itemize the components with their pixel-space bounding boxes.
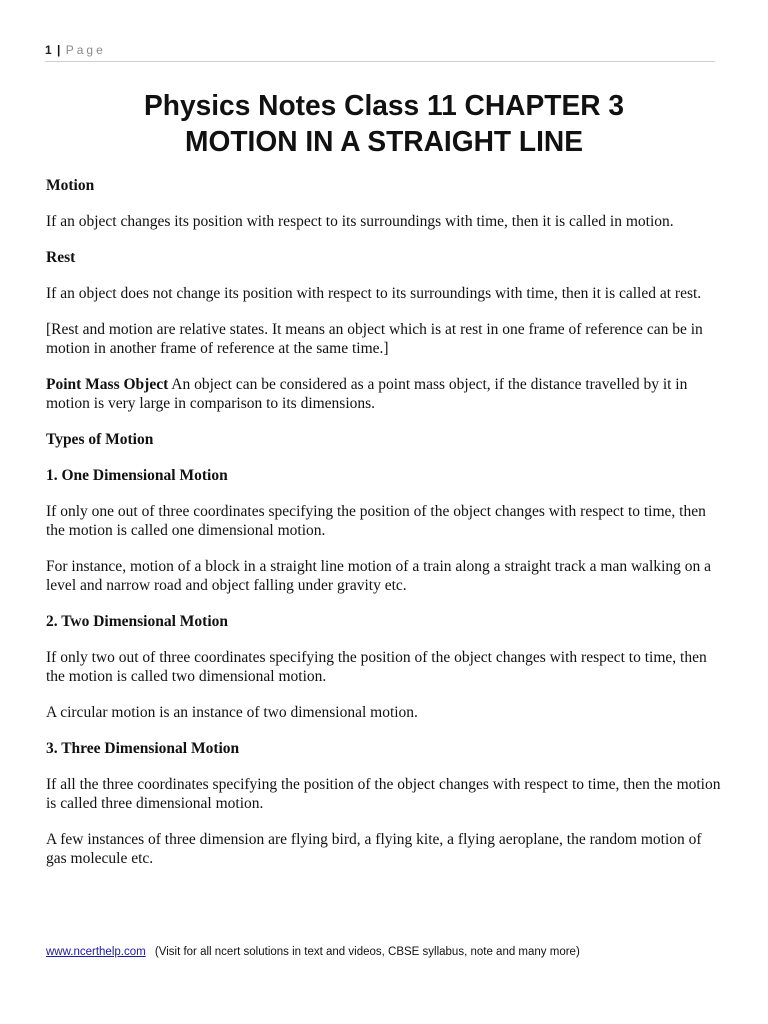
paragraph-motion: If an object changes its position with respect to its surroundings with time, then it is called in motion. <box>46 213 674 230</box>
heading-two-dimensional: 2. Two Dimensional Motion <box>46 613 228 630</box>
header-divider <box>45 61 715 62</box>
paragraph-two-dimensional: If only two out of three coordinates specifying the position of the object changes with respect to time, then the motion is called two dimensional motion. <box>46 649 707 685</box>
page-label: Page <box>65 43 106 57</box>
heading-types-of-motion: Types of Motion <box>46 431 154 448</box>
document-body <box>46 176 726 885</box>
paragraph-one-dimensional-example: For instance, motion of a block in a straight line motion of a train along a straight track a man walking on a level and narrow road and object falling under gravity etc. <box>46 558 712 594</box>
paragraph-one-dimensional: If only one out of three coordinates specifying the position of the object changes with respect to time, then the motion is called one dimensional motion. <box>46 503 706 539</box>
point-mass-text: An object can be considered as a point mass object, if the distance travelled by it in motion is very large in comparison to its dimensions. <box>46 376 688 412</box>
document-title <box>12 88 757 160</box>
paragraph-two-dimensional-example: A circular motion is an instance of two dimensional motion. <box>46 704 418 721</box>
title-line-2: MOTION IN A STRAIGHT LINE <box>185 126 583 158</box>
paragraph-rest: If an object does not change its position with respect to its surroundings with time, then it is called at rest. <box>46 285 702 302</box>
heading-motion: Motion <box>46 177 95 194</box>
heading-three-dimensional: 3. Three Dimensional Motion <box>46 740 240 757</box>
paragraph-three-dimensional: If all the three coordinates specifying the position of the object changes with respect to time, then the motion is called three dimensional motion. <box>46 776 721 812</box>
page-separator: | <box>57 43 61 57</box>
heading-one-dimensional: 1. One Dimensional Motion <box>46 467 228 484</box>
paragraph-three-dimensional-example: A few instances of three dimension are flying bird, a flying kite, a flying aeroplane, the random motion of gas molecule etc. <box>46 831 702 867</box>
page-number: 1 <box>45 43 52 57</box>
title-line-1: Physics Notes Class 11 CHAPTER 3 <box>144 90 624 122</box>
paragraph-relative-note: [Rest and motion are relative states. It means an object which is at rest in one frame of reference can be in motion in another frame of reference at the same time.] <box>46 321 703 357</box>
paragraph-point-mass <box>46 375 726 413</box>
page-footer <box>46 946 580 958</box>
footer-note: (Visit for all ncert solutions in text and videos, CBSE syllabus, note and many more) <box>154 946 580 958</box>
heading-point-mass: Point Mass Object <box>46 376 169 393</box>
heading-rest: Rest <box>46 249 76 266</box>
page-header <box>45 43 106 57</box>
website-link[interactable]: www.ncerthelp.com <box>46 946 146 958</box>
